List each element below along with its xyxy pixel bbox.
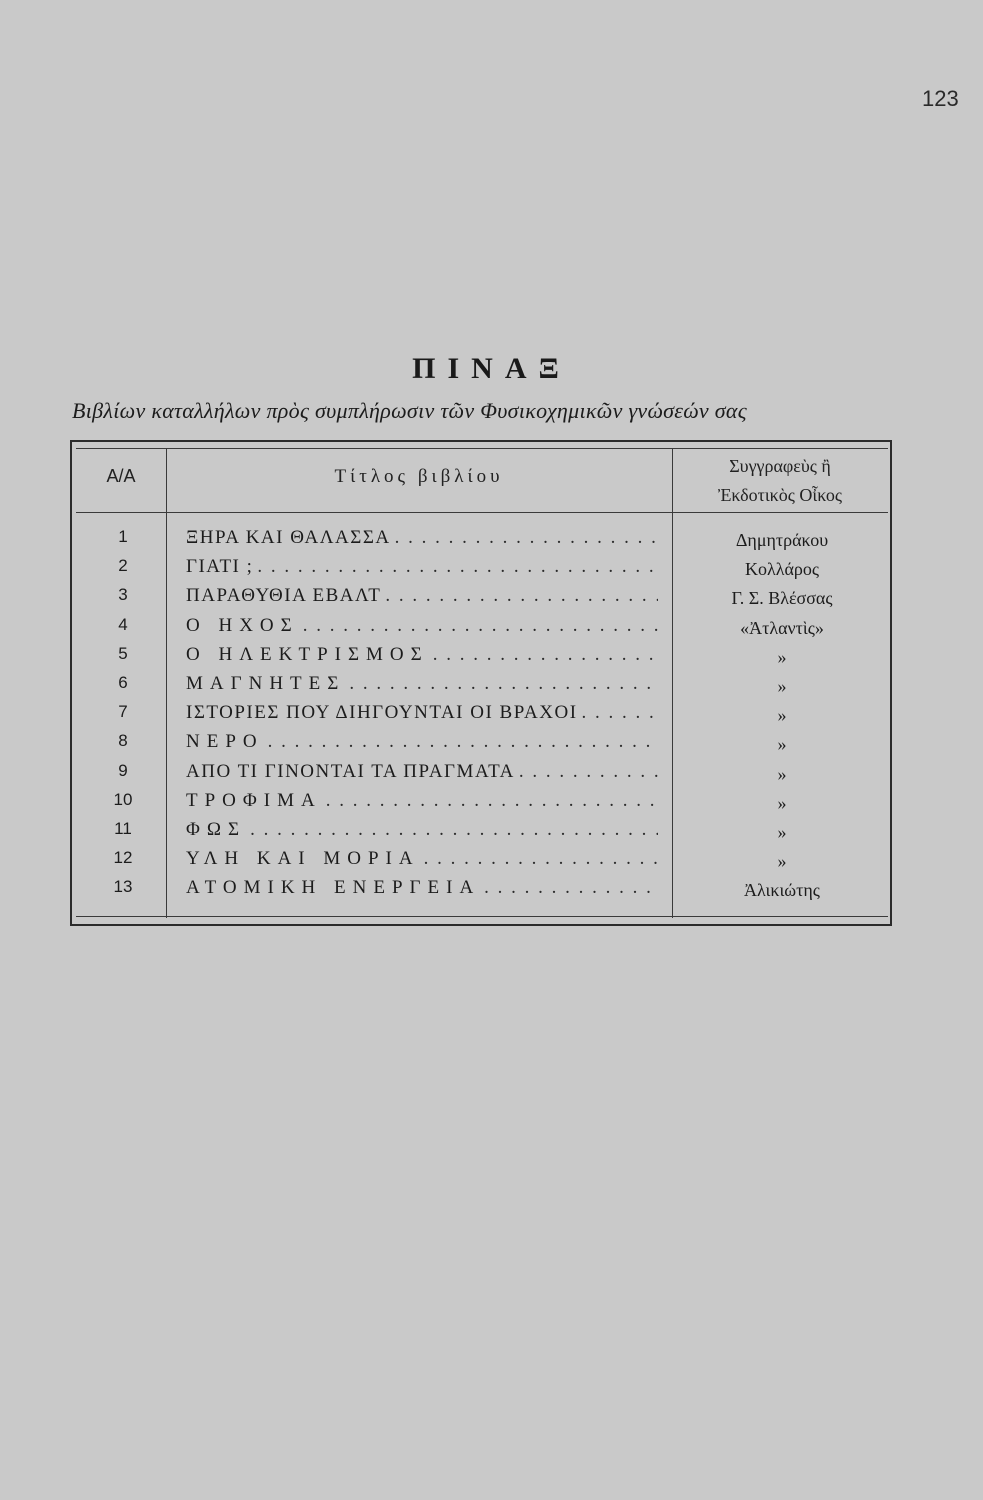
dot-leader: [395, 527, 658, 549]
row-title-cell: [186, 527, 658, 549]
column-header-author-line1: Συγγραφεὺς ἢ: [729, 456, 831, 476]
row-title: ΤΡΟΦΙΜΑ: [186, 789, 322, 811]
table-row: [76, 845, 888, 874]
row-number: 9: [118, 760, 128, 780]
row-author: »: [777, 792, 787, 813]
row-title: Ο ΗΧΟΣ: [186, 614, 299, 636]
table-row: [76, 524, 888, 553]
row-author: »: [777, 734, 787, 755]
table-row: [76, 816, 888, 845]
dot-leader: [326, 790, 658, 812]
dot-leader: [433, 644, 658, 666]
row-title: Ο ΗΛΕΚΤΡΙΣΜΟΣ: [186, 643, 429, 665]
row-title-cell: [186, 702, 658, 724]
table-inner-bottom-rule: [76, 916, 888, 917]
row-author: »: [777, 675, 787, 696]
row-title: ΜΑΓΝΗΤΕΣ: [186, 672, 346, 694]
row-number: 10: [113, 789, 133, 809]
column-header-author-line2: Ἐκδοτικὸς Οἶκος: [717, 485, 843, 505]
table-inner-top-rule: [76, 448, 888, 449]
row-title: ΑΤΟΜΙΚΗ ΕΝΕΡΓΕΙΑ: [186, 877, 481, 899]
table-row: [76, 699, 888, 728]
row-title: ΦΩΣ: [186, 818, 247, 840]
dot-leader: [385, 585, 658, 607]
row-title-cell: [186, 819, 658, 841]
row-author: »: [777, 763, 787, 784]
row-title-cell: [186, 585, 658, 607]
dot-leader: [349, 673, 658, 695]
row-title: ΝΕΡΟ: [186, 731, 264, 753]
row-title: ΞΗΡΑ ΚΑΙ ΘΑΛΑΣΣΑ: [186, 527, 391, 548]
row-author: »: [777, 705, 787, 726]
table-row: [76, 728, 888, 757]
row-number: 13: [113, 877, 133, 897]
row-number: 7: [118, 702, 128, 722]
row-number: 6: [118, 672, 128, 692]
dot-leader: [424, 848, 658, 870]
column-header-index: Α/Α: [106, 466, 136, 486]
row-number: 1: [118, 527, 128, 546]
row-title-cell: [186, 556, 658, 578]
row-author: »: [777, 646, 787, 667]
dot-leader: [582, 702, 658, 724]
row-title-cell: [186, 761, 658, 783]
table-row: [76, 582, 888, 611]
row-author: Κολλάρος: [745, 559, 819, 580]
row-title-cell: [186, 790, 658, 812]
row-title: ΥΛΗ ΚΑΙ ΜΟΡΙΑ: [186, 848, 420, 870]
column-header-author: [672, 452, 888, 510]
dot-leader: [484, 877, 658, 899]
row-title: ΙΣΤΟΡΙΕΣ ΠΟΥ ΔΙΗΓΟΥΝΤΑΙ ΟΙ ΒΡΑΧΟΙ: [186, 702, 578, 724]
row-number: 8: [118, 731, 128, 751]
table-body: [76, 524, 888, 903]
row-title: ΓΙΑΤΙ ;: [186, 556, 254, 578]
row-title: ΠΑΡΑΘΥΘΙΑ ΕΒΑΛΤ: [186, 585, 382, 607]
table-row: [76, 874, 888, 903]
table-row: [76, 670, 888, 699]
row-title-cell: [186, 615, 658, 637]
row-author: »: [777, 821, 787, 842]
dot-leader: [303, 615, 658, 637]
row-title-cell: [186, 848, 658, 870]
page-subtitle: Βιβλίων καταλλήλων πρὸς συμπλήρωσιν τῶν Φυσικοχημικῶν γνώσεών σας: [72, 398, 747, 423]
table-row: [76, 758, 888, 787]
row-author: «Ἀτλαντὶς»: [740, 617, 824, 638]
row-number: 4: [118, 614, 128, 634]
row-author: »: [777, 851, 787, 872]
table-row: [76, 641, 888, 670]
dot-leader: [519, 761, 658, 783]
table-row: [76, 612, 888, 641]
row-number: 3: [118, 585, 128, 605]
table-row: [76, 553, 888, 582]
page-number: 123: [922, 86, 959, 111]
row-number: 12: [113, 848, 133, 868]
row-title: ΑΠΟ ΤΙ ΓΙΝΟΝΤΑΙ ΤΑ ΠΡΑΓΜΑΤΑ: [186, 760, 515, 782]
dot-leader: [268, 731, 658, 753]
dot-leader: [250, 819, 658, 841]
table-header-divider: [76, 512, 888, 513]
row-author: Δημητράκου: [735, 530, 829, 550]
row-number: 5: [118, 643, 128, 663]
row-title-cell: [186, 877, 658, 899]
column-header-title: Τίτλος βιβλίου: [334, 466, 504, 487]
row-number: 11: [114, 818, 132, 838]
row-title-cell: [186, 673, 658, 695]
dot-leader: [257, 556, 658, 578]
row-author: Γ. Σ. Βλέσσας: [731, 588, 833, 609]
table-row: [76, 787, 888, 816]
row-title-cell: [186, 731, 658, 753]
row-author: Ἀλικιώτης: [744, 880, 820, 901]
row-number: 2: [118, 556, 128, 576]
row-title-cell: [186, 644, 658, 666]
page-title: ΠΙΝΑΞ: [412, 352, 571, 385]
